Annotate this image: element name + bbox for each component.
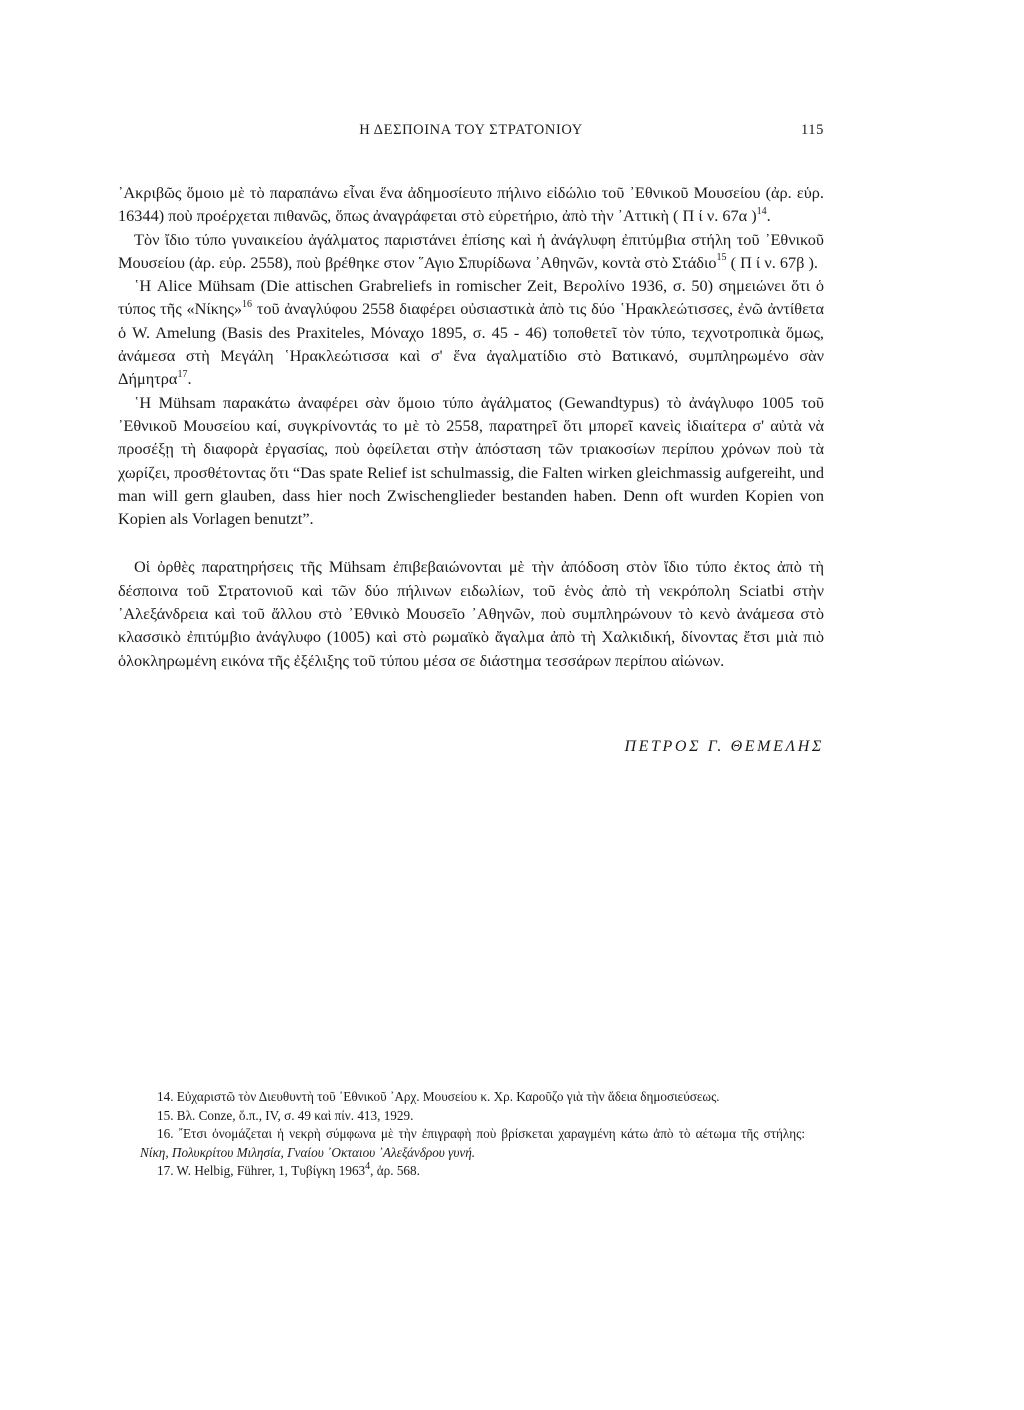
paragraph-1: [118, 181, 824, 228]
paragraph-1-text: ᾿Ακριβῶς ὅμοιο μὲ τὸ παραπάνω εἶναι ἕνα ἀδημοσίευτο πήλινο εἰδώλιο τοῦ ᾿Εθνικοῦ Μουσείου (ἀρ. εὑρ. 16344) ποὺ προέρχεται πιθανῶς, ὅπως ἀναγράφεται στὸ εὑρετήριο, ἀπὸ τὴν ᾿Αττικὴ ( Π ί ν. 67α ): [118, 183, 824, 226]
running-title: Η ΔΕΣΠΟΙΝΑ ΤΟΥ ΣΤΡΑΤΟΝΙΟΥ: [359, 122, 583, 138]
footnote-ref-17[interactable]: 17: [177, 368, 188, 380]
main-text: [118, 181, 824, 672]
paragraph-3-end: .: [187, 369, 192, 389]
footnote-16-inscription: Νίκη, Πολυκρίτου Μιλησία, Γναίου ᾿Οκταιου ᾿Αλεξάνδρου γυνή.: [140, 1144, 476, 1160]
paragraph-5: Οἱ ὀρθὲς παρατηρήσεις τῆς Mühsam ἐπιβεβαιώνονται μὲ τὴν ἀπόδοση στὸν ἴδιο τύπο ἐκτος ἀπὸ τὴ δέσποινα τοῦ Στρατονιοῦ καὶ τῶν δύο πήλινων ειδωλίων, τοῦ ἑνὸς ἀπὸ τὴ νεκρόπολη Sciatbi στὴν ᾿Αλεξάνδρεια καὶ τοῦ ἄλλου στὸ ᾿Εθνικὸ Μουσεῖο ᾿Αθηνῶν, ποὺ συμπληρώνουν τὸ κενὸ ἀνάμεσα στὸ κλασσικὸ ἐπιτύμβιο ἀνάγλυφο (1005) καὶ στὸ ρωμαϊκὸ ἄγαλμα ἀπὸ τὴ Χαλκιδική, δίνοντας ἔτσι μιὰ πιὸ ὁλοκληρωμένη εικόνα τῆς ἐξέλιξης τοῦ τύπου μέσα σε διάστημα τεσσάρων περίπου αἰώνων.: [118, 557, 824, 670]
page-number: 115: [800, 122, 824, 138]
footnote-17-end: , ἀρ. 568.: [370, 1163, 420, 1179]
footnotes: [140, 1088, 805, 1181]
footnote-ref-16[interactable]: 16: [242, 299, 253, 311]
footnote-17-text: 17. W. Helbig, Führer, 1, Τυβίγκη 1963: [157, 1163, 366, 1179]
paragraph-3-text-a: ῾Η Alice Mühsam (Die attischen Grabreliefs in romischer Zeit, Βερολίνο 1936, σ. 50) σημειώνει ὅτι ὁ τύπος τῆς «Νίκης»: [118, 276, 824, 319]
author-signature: ΠΕΤΡΟΣ Γ. ΘΕΜΕΛΗΣ: [624, 738, 824, 755]
paragraph-4: ῾Η Mühsam παρακάτω ἀναφέρει σὰν ὅμοιο τύπο ἀγάλματος (Gewandtypus) τὸ ἀνάγλυφο 1005 τοῦ ᾿Εθνικοῦ Μουσείου καί, συγκρίνοντάς το μὲ τὸ 2558, παρατηρεῖ ὅτι μπορεῖ κανεὶς ἰδιαίτερα σ' αὐτὰ νὰ προσέξῃ τὴ διαφορὰ ἐργασίας, ποὺ ὀφείλεται στὴν ἀπόσταση τῶν τριακοσίων περίπου χρόνων ποὺ τὰ χωρίζει, προσθέτοντας ὅτι “Das spate Relief ist schulmassig, die Falten wirken gleichmassig aufgereiht, und man will gern glauben, dass hier noch Zwischenglieder bestanden haben. Denn oft wurden Kopien von Kopien als Vorlagen benutzt”.: [118, 392, 824, 529]
footnote-17: [140, 1162, 805, 1181]
footnote-17-edition: 4: [365, 1160, 371, 1172]
footnote-ref-14[interactable]: 14: [756, 205, 767, 217]
footnote-16: [140, 1125, 805, 1162]
paragraph-3: [118, 274, 824, 390]
footnote-14: 14. Εὐχαριστῶ τὸν Διευθυντὴ τοῦ ᾿Εθνικοῦ ᾿Αρχ. Μουσείου κ. Χρ. Καροῦζο γιὰ τὴν ἄδεια δημοσιεύσεως.: [157, 1089, 720, 1104]
running-header: [118, 122, 824, 142]
paragraph-2-text: Τὸν ἴδιο τύπο γυναικείου ἀγάλματος παριστάνει ἐπίσης καὶ ἡ ἀνάγλυφη ἐπιτύμβια στήλη τοῦ ᾿Εθνικοῦ Μουσείου (ἀρ. εὑρ. 2558), ποὺ βρέθηκε στον ῞Αγιο Σπυρίδωνα ᾿Αθηνῶν, κοντὰ στὸ Στάδιο: [118, 229, 824, 272]
footnote-ref-15[interactable]: 15: [716, 252, 727, 264]
footnote-15: 15. Βλ. Conze, ὅ.π., IV, σ. 49 καὶ πίν. 413, 1929.: [157, 1107, 414, 1123]
footnote-16-text: 16. ῎Ετσι ὀνομάζεται ἡ νεκρὴ σύμφωνα μὲ τὴν ἐπιγραφὴ ποὺ βρίσκεται χαραγμένη κάτω ἀπὸ τὸ αέτωμα τῆς στήλης:: [157, 1126, 805, 1142]
paragraph-3-text-b: τοῦ ἀναγλύφου 2558 διαφέρει οὐσιαστικὰ ἀπὸ τις δύο ῾Ηρακλεώτισσες, ἐνῶ ἀντίθετα ὁ W. Amelung (Basis des Praxiteles, Μόναχο 1895, σ. 45 - 46) τοποθετεῖ τὸν τύπο, τεχνοτροπικὰ ὅμως, ἀνάμεσα στὴ Μεγάλη ῾Ηρακλεώτισσα καὶ σ' ἕνα ἀγαλματίδιο στὸ Βατικανό, συμπληρωμένο σὰν Δήμητρα: [118, 299, 824, 389]
paragraph-1-end: .: [766, 206, 771, 226]
paragraph-2-end: ( Π ί ν. 67β ).: [726, 252, 818, 272]
paragraph-2: [118, 228, 824, 275]
